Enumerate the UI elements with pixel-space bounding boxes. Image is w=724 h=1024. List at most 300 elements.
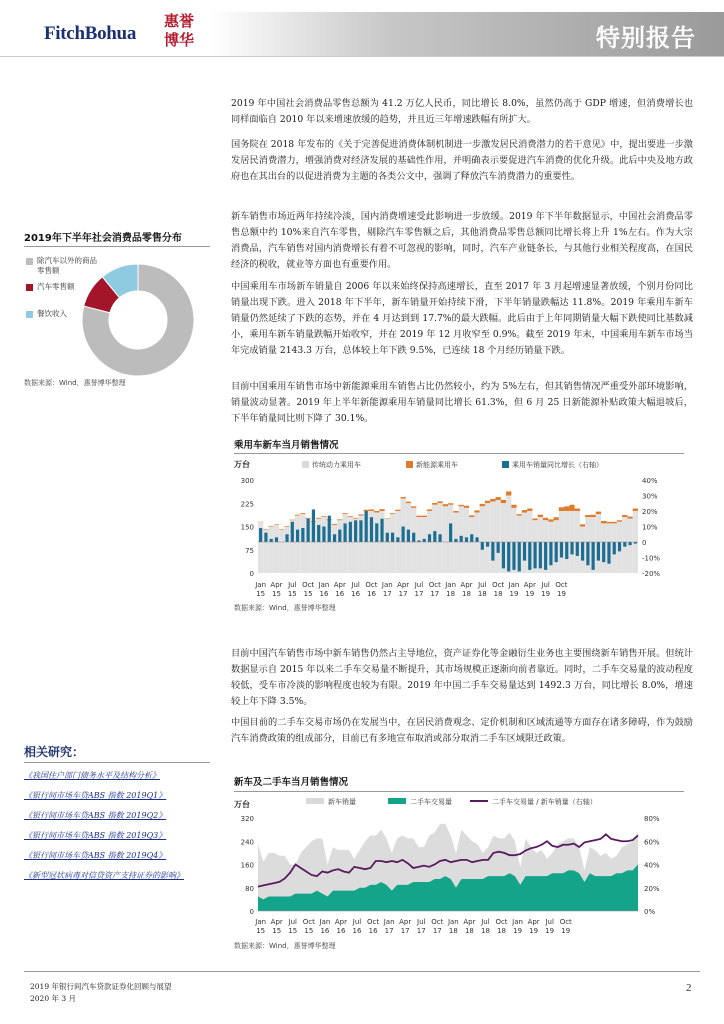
chart1-bar-nev	[284, 526, 289, 527]
chart1-bar-yoy	[370, 517, 373, 542]
chart2-legend-ratio: 二手车交易量 / 新车销量（右轴）	[492, 798, 597, 806]
chart2-y2tick: 80%	[644, 815, 660, 823]
chart1-bar-nev	[321, 516, 326, 517]
chart1-bar-yoy	[338, 530, 341, 542]
chart1-bar-ice	[332, 525, 337, 573]
chart1-bar-nev	[406, 502, 411, 504]
chart2-xtick-month: Oct	[302, 918, 315, 926]
chart1-bar-nev	[453, 511, 458, 513]
chart1-bar-yoy	[275, 537, 278, 542]
chart1-bar-yoy	[570, 542, 573, 554]
chart1-bar-yoy	[470, 534, 473, 542]
chart1-bar-nev	[485, 501, 490, 503]
chart1-xtick-year: 17	[414, 590, 424, 597]
chart2-unit-label: 万台	[234, 800, 250, 809]
chart1-bar-nev	[480, 504, 485, 506]
chart1-bar-ice	[279, 530, 284, 573]
chart1-xtick-month: Oct	[428, 581, 441, 589]
chart1-bar-yoy	[613, 542, 616, 554]
chart1-bar-nev	[527, 509, 532, 511]
chart1-bar-yoy	[270, 539, 273, 542]
chart1-xtick-month: Jan	[255, 581, 267, 589]
chart1-y2tick: 0	[642, 539, 647, 547]
chart1-bar-yoy	[328, 516, 331, 542]
chart1-bar-yoy	[423, 539, 426, 542]
chart1-ytick: 300	[240, 477, 254, 485]
chart1-title: 乘用车新车当月销售情况	[234, 440, 339, 451]
chart1-bar-nev	[575, 509, 580, 511]
chart1-bar-yoy	[301, 528, 304, 542]
chart1-bar-yoy	[597, 542, 600, 561]
chart2-xtick-month: Apr	[399, 918, 412, 926]
related-link-abs-2019q2[interactable]: 《银行间市场车贷ABS 指数 2019Q2》	[24, 811, 167, 820]
chart2-xtick-year: 16	[368, 927, 378, 935]
chart1-bar-yoy	[523, 542, 526, 561]
chart1-xtick-year: 15	[256, 590, 266, 597]
chart1-source-note: 数据来源：Wind，惠誉博华整理	[234, 604, 336, 612]
logo-cn-line2: 博华	[164, 31, 195, 49]
chart1-legend-yoy: 乘用车销量同比增长（右轴）	[512, 461, 603, 469]
chart1-bar-yoy	[502, 542, 505, 568]
chart1-svg	[230, 455, 670, 597]
chart1-bar-nev	[596, 512, 601, 514]
chart1-bar-ice	[453, 513, 458, 573]
chart1-y2tick: 30%	[642, 492, 658, 501]
chart2-xtick-month: Jul	[352, 918, 362, 926]
chart1-bar-yoy	[259, 528, 262, 542]
chart1-bar-yoy	[576, 542, 579, 556]
chart1-bar-yoy	[481, 542, 484, 550]
paragraph-consumption-total: 2019 年中国社会消费品零售总额为 41.2 万亿人民币，同比增长 8.0%，虽然仍高于 GDP 增速，但消费增长也同样面临自 2010 年以来增速放缓的趋势，并且近三年增速跌幅有所扩大。	[231, 98, 693, 125]
chart1-xtick-year: 18	[477, 590, 487, 597]
chart1-bar-yoy	[322, 527, 325, 543]
chart1-xtick-month: Oct	[365, 581, 378, 589]
chart2-xtick-year: 16	[336, 927, 346, 935]
chart2-xtick-year: 17	[432, 927, 442, 935]
chart1-ytick: 150	[240, 523, 254, 532]
page-header	[0, 0, 724, 62]
chart1-bar-yoy	[380, 519, 383, 542]
chart2-title: 新车及二手车当月销售情况	[234, 777, 349, 788]
logo-cn-line1: 惠誉	[164, 12, 195, 30]
chart1-xtick-month: Apr	[270, 581, 283, 589]
chart2-legend-swatch-used	[388, 798, 406, 804]
paragraph-passenger-car-sales: 中国乘用车市场新车销量自 2006 年以来始终保持高速增长，直至 2017 年 3 月起增速显著放缓，个别月份同比销量出现下跌。进入 2018 年下半年，新车销量开始持续下滑，下半年销量跌幅达 11.8%。2019 年乘用车新车销量仍然延续了下跌的态势，并在 4 月达到到 17.7%的最大跌幅。此后由于上年同期销量大幅下跌使同比基数减小，乘用车新车销量跌幅开始收窄，并在 2019 年 12 月收窄至 0.9%。截至 2019 年末，中国乘用车新车市场当年完成销量 2143.3 万台，总体较上年下跌 9.5%，已连续 18 个月经历销量下跌。	[231, 281, 693, 356]
chart2-xtick-month: Jan	[512, 918, 523, 926]
chart2-xtick-month: Apr	[334, 918, 348, 926]
chart1-bar-nev	[290, 520, 295, 521]
chart1-bar-nev	[501, 500, 506, 503]
chart1-bar-nev	[601, 521, 606, 523]
chart1-bar-nev	[348, 516, 353, 517]
chart1-xtick-year: 15	[272, 590, 281, 597]
chart1-bar-nev	[612, 522, 617, 524]
chart1-xtick-year: 18	[462, 590, 471, 597]
chart1-bar-yoy	[344, 523, 347, 542]
chart2-xtick-month: Oct	[367, 918, 380, 926]
chart2-xtick-month: Jan	[383, 918, 395, 926]
chart2-title-divider	[234, 791, 684, 792]
chart1-y2tick: 20%	[642, 508, 658, 516]
chart1-bar-ice	[490, 502, 495, 573]
chart1-bar-yoy	[497, 542, 500, 553]
footer-divider	[24, 971, 700, 972]
chart1-bar-yoy	[565, 542, 568, 559]
pie-legend-swatch	[26, 258, 33, 265]
chart1-bar-ice	[269, 527, 274, 574]
chart1-xtick-month: Jul	[478, 581, 487, 589]
chart1-bar-nev	[379, 509, 384, 511]
chart2-svg	[230, 793, 670, 937]
chart1-bar-nev	[369, 509, 374, 511]
chart1-bar-yoy	[386, 533, 389, 542]
chart2-xtick-month: Apr	[270, 918, 283, 926]
chart1-xtick-year: 19	[557, 590, 566, 597]
chart1-bar-nev	[422, 516, 427, 518]
chart1-bar-yoy	[507, 542, 510, 571]
pie-legend-swatch	[26, 284, 33, 291]
chart2-source-note: 数据来源：Wind，惠誉博华整理	[234, 942, 336, 950]
chart1-bar-ice	[295, 516, 300, 573]
chart1-xtick-year: 15	[287, 590, 297, 597]
related-link-abs-2019q3[interactable]: 《银行间市场车贷ABS 指数 2019Q3》	[24, 831, 167, 840]
chart1-y2tick: 10%	[642, 523, 658, 532]
chart1-bar-yoy	[391, 533, 394, 542]
chart1-bar-yoy	[602, 542, 605, 562]
chart1-bar-nev	[617, 520, 622, 522]
chart1-bar-nev	[342, 513, 347, 514]
chart1-legend-ice: 传统动力乘用车	[312, 461, 361, 469]
paragraph-used-car-market: 中国目前的二手车交易市场仍在发展当中，在居民消费观念、定价机制和区域流通等方面存在诸多障碍，作为鼓励汽车消费政策的组成部分，目前已有多地宣布取消或部分取消二手车区域限迁政策。	[231, 717, 693, 744]
chart1-xtick-month: Jan	[318, 581, 330, 589]
chart2-ytick: 320	[240, 815, 254, 823]
chart1-bar-nev	[585, 515, 590, 517]
footer-report-date: 2020 年 3 月	[30, 994, 77, 1003]
chart1-bar-ice	[627, 519, 632, 573]
chart2-xtick-month: Jul	[288, 918, 298, 926]
chart2-xtick-month: Jul	[545, 918, 554, 926]
chart1-bar-nev	[374, 511, 379, 513]
chart1-bar-yoy	[560, 542, 563, 558]
chart1-bar-yoy	[317, 525, 320, 542]
chart1-bar-nev	[390, 513, 395, 514]
chart1-bar-yoy	[528, 542, 531, 570]
chart2-xtick-year: 16	[320, 927, 330, 935]
pie-legend-label: 除汽车以外的商品零售额	[37, 256, 97, 275]
chart1-bar-nev	[548, 519, 553, 521]
chart1-bar-nev	[274, 524, 279, 525]
pie-legend-label: 汽车零售额	[37, 282, 75, 291]
chart2-y2tick: 20%	[644, 884, 660, 893]
chart1-xtick-month: Apr	[397, 581, 410, 589]
chart1-bar-nev	[554, 517, 559, 520]
chart2-xtick-year: 18	[448, 927, 458, 935]
chart1-bar-ice	[469, 517, 474, 573]
chart1-bar-nev	[633, 509, 638, 511]
related-link-household-debt[interactable]: 《我国住户部门债务水平及结构分析》	[24, 771, 160, 780]
chart1-xtick-year: 16	[335, 590, 345, 597]
chart1-bar-nev	[364, 510, 369, 511]
chart1-bar-yoy	[359, 520, 362, 542]
chart1-xtick-year: 17	[430, 590, 440, 597]
pie-title-divider	[24, 246, 210, 247]
chart1-xtick-month: Oct	[555, 581, 568, 589]
chart2-xtick-year: 17	[416, 927, 426, 935]
related-link-abs-2019q1[interactable]: 《银行间市场车贷ABS 指数 2019Q1》	[24, 791, 167, 800]
paragraph-state-council: 国务院在 2018 年发布的《关于完善促进消费体制机制进一步激发居民消费潜力的若干意见》中，提出要进一步激发居民消费潜力，增强消费对经济发展的基础性作用，并明确表示要促进汽车消费的优化升级。此后中央及地方政府也在其出台的以促进消费为主题的各类公文中，强调了释放汽车消费潜力的重要性。	[231, 139, 693, 182]
chart1-legend-swatch-ice	[302, 461, 309, 468]
chart1-bar-yoy	[365, 511, 368, 542]
chart2-ytick: 0	[249, 908, 254, 916]
chart1-xtick-month: Jul	[541, 581, 550, 589]
chart1-bar-yoy	[465, 537, 468, 542]
chart1-bar-yoy	[607, 542, 610, 564]
chart1-bar-nev	[564, 506, 569, 511]
chart1-bar-yoy	[618, 542, 621, 551]
paragraph-used-car-share: 目前中国汽车销售市场中新车销售仍然占主导地位，资产证券化等金融衍生业务也主要围绕新车销售开展。但统计数据显示自 2015 年以来二手车交易量不断提升，其市场规模正逐渐向前者靠近。同时，二手车交易量的波动程度较低，受车市冷淡的影响程度也较为有限。2019 年中国二手车交易量达到 1492.3 万台，同比增长 8.0%，增速较上年下降 3.5%。	[231, 648, 693, 707]
chart2-xtick-year: 17	[400, 927, 410, 935]
logo-text-cn	[164, 12, 196, 50]
chart1-bar-yoy	[354, 520, 357, 542]
pie-chart	[80, 262, 196, 378]
chart1-bar-yoy	[460, 536, 463, 542]
chart2-xtick-month: Jul	[481, 918, 490, 926]
report-type-title: 特别报告	[596, 24, 696, 52]
chart1-bar-nev	[432, 503, 437, 505]
chart1-bar-yoy	[396, 537, 399, 542]
chart1-y2tick: -20%	[642, 570, 661, 578]
chart1-xtick-year: 16	[367, 590, 376, 597]
chart1-bar-ice	[443, 506, 448, 573]
chart1-bar-ice	[342, 514, 347, 573]
chart2-y2tick: 60%	[644, 838, 660, 847]
chart2-xtick-year: 18	[481, 927, 490, 935]
chart1-bar-ice	[374, 513, 379, 573]
chart1-bar-yoy	[454, 539, 457, 542]
chart1-bar-nev	[580, 524, 585, 526]
chart1-unit-label: 万台	[234, 460, 250, 469]
paragraph-new-energy: 目前中国乘用车销售市场中新能源乘用车销售占比仍然较小，约为 5%左右，但其销售情况严重受外部环境影响，销量波动显著。2019 年上半年新能源乘用车销量同比增长 61.3%，但 6 月 25 日新能源补贴政策大幅退坡后，下半年销量同比则下降了 30.1%。	[231, 381, 693, 424]
chart2-xtick-month: Apr	[527, 918, 540, 926]
header-divider	[0, 56, 724, 57]
chart1-title-divider	[234, 453, 684, 454]
pie-legend-label: 餐饮收入	[37, 309, 67, 318]
chart1-xtick-month: Jul	[414, 581, 424, 589]
chart1-bar-nev	[591, 515, 596, 517]
chart1-bar-yoy	[412, 533, 415, 542]
chart1-legend-swatch-yoy	[502, 461, 509, 468]
chart2-y2tick: 0%	[644, 908, 656, 916]
chart1-ytick: 75	[245, 546, 254, 555]
chart1-bar-nev	[448, 503, 453, 505]
chart1-bar-nev	[358, 514, 363, 515]
chart1-bar-yoy	[475, 537, 478, 542]
pie-chart-title: 2019年下半年社会消费品零售分布	[24, 233, 182, 244]
chart1-legend-nev: 新能源乘用车	[416, 461, 458, 469]
chart1-bar-yoy	[586, 542, 589, 565]
chart1-xtick-month: Jan	[508, 581, 520, 589]
chart1-bar-nev	[469, 515, 474, 517]
chart1-bar-yoy	[491, 542, 494, 561]
chart1-ytick: 225	[240, 500, 254, 509]
chart2-xtick-year: 18	[497, 927, 506, 935]
chart1-bar-nev	[353, 518, 358, 519]
chart1-bar-nev	[517, 514, 522, 516]
chart2-ytick: 240	[240, 838, 254, 847]
chart1-bar-nev	[395, 510, 400, 511]
chart2-xtick-month: Apr	[463, 918, 476, 926]
chart2-xtick-year: 18	[464, 927, 474, 935]
chart2-xtick-year: 16	[352, 927, 362, 935]
chart2-xtick-year: 15	[256, 927, 266, 935]
chart1-bar-nev	[522, 510, 527, 512]
chart1-bar-yoy	[629, 542, 632, 545]
pie-legend-swatch	[26, 311, 33, 318]
chart1-bar-nev	[459, 505, 464, 507]
chart1-xtick-year: 19	[525, 590, 535, 597]
chart1-bar-ice	[416, 517, 421, 573]
chart1-xtick-year: 17	[398, 590, 408, 597]
chart1-y2tick: -10%	[642, 554, 661, 563]
chart1-xtick-year: 19	[509, 590, 519, 597]
chart1-bar-ice	[300, 514, 305, 573]
chart1-bar-nev	[337, 519, 342, 520]
chart1-bar-yoy	[402, 527, 405, 543]
chart2-legend-new: 新车销量	[328, 798, 356, 806]
chart1-xtick-month: Oct	[492, 581, 505, 589]
chart2-xtick-year: 17	[384, 927, 394, 935]
chart1-bar-yoy	[581, 542, 584, 561]
chart1-bar-yoy	[428, 534, 431, 542]
paragraph-new-car-market: 新车销售市场近两年持续冷淡，国内消费增速受此影响进一步放缓。2019 年下半年数据显示，中国社会消费品零售总额中约 10%来自汽车零售，剔除汽车零售额之后，其他消费品零售总额同比增长将上升 1%左右。作为大宗消费品，汽车销售对国内消费增长有着不可忽视的影响，同时，汽车产业链条长，与其他行业相关程度高，在国民经济的税收，就业等方面也有重要作用。	[231, 211, 693, 270]
chart1-bar-yoy	[439, 534, 442, 542]
chart1-xtick-month: Oct	[302, 581, 315, 589]
chart2-ytick: 80	[245, 884, 254, 893]
chart1-bar-yoy	[486, 542, 489, 547]
chart1-bar-ice	[274, 525, 279, 573]
chart1-bar-nev	[385, 518, 390, 519]
chart2-y2tick: 40%	[644, 861, 660, 870]
chart1-bar-yoy	[285, 534, 288, 542]
chart2-xtick-month: Jan	[255, 918, 267, 926]
chart1-bar-yoy	[433, 531, 436, 542]
chart1-bar-nev	[443, 504, 448, 506]
chart1-bar-ice	[496, 500, 501, 573]
chart1-bar-ice	[422, 517, 427, 573]
chart1-bar-nev	[279, 529, 284, 530]
chart1-bar-nev	[416, 516, 421, 518]
chart1-bar-yoy	[544, 542, 547, 570]
chart1-bar-nev	[511, 505, 516, 508]
chart1-bar-yoy	[449, 523, 452, 542]
chart2-xtick-month: Oct	[559, 918, 572, 926]
chart1-xtick-month: Apr	[523, 581, 536, 589]
chart1-bar-nev	[263, 529, 268, 530]
chart1-bar-ice	[321, 517, 326, 573]
chart2-xtick-year: 19	[513, 927, 523, 935]
chart1-bar-nev	[559, 507, 564, 511]
chart1-bar-yoy	[349, 522, 352, 542]
chart1-bar-nev	[532, 518, 537, 520]
chart1-bar-nev	[464, 506, 469, 508]
chart2-xtick-year: 19	[545, 927, 555, 935]
chart1-xtick-month: Jan	[381, 581, 393, 589]
chart1-xtick-year: 16	[351, 590, 361, 597]
chart1-bar-ice	[337, 520, 342, 573]
chart1-bar-nev	[506, 491, 511, 495]
chart1-bar-nev	[427, 509, 432, 511]
chart1-bar-yoy	[291, 522, 294, 542]
chart2-xtick-month: Oct	[495, 918, 508, 926]
chart1-bar-yoy	[549, 542, 552, 565]
chart1-bar-nev	[295, 515, 300, 516]
chart1-xtick-month: Jul	[351, 581, 360, 589]
chart1-bar-nev	[411, 506, 416, 508]
related-research-divider	[24, 762, 210, 763]
chart1-xtick-year: 18	[446, 590, 456, 597]
chart1-bar-nev	[543, 518, 548, 520]
chart1-bar-nev	[269, 526, 274, 527]
chart1-bar-yoy	[623, 542, 626, 547]
chart2-xtick-year: 19	[529, 927, 539, 935]
chart2-ytick: 160	[240, 861, 254, 870]
related-link-abs-2019q4[interactable]: 《银行间市场车贷ABS 指数 2019Q4》	[24, 851, 167, 860]
chart1-bar-ice	[390, 514, 395, 573]
chart1-bar-yoy	[407, 530, 410, 542]
related-link-covid-impact[interactable]: 《新型冠状病毒对信贷资产支持证券的影响》	[24, 871, 184, 880]
chart1-bar-yoy	[518, 542, 521, 571]
chart1-xtick-year: 19	[541, 590, 551, 597]
chart2-xtick-month: Oct	[431, 918, 444, 926]
chart1-ytick: 0	[249, 570, 254, 578]
chart1-xtick-month: Apr	[333, 581, 346, 589]
chart1-bar-yoy	[534, 542, 537, 568]
chart1-bar-nev	[316, 518, 321, 519]
chart1-bar-yoy	[539, 542, 542, 568]
chart1-bar-nev	[490, 499, 495, 502]
chart1-bar-yoy	[555, 542, 558, 562]
chart1-xtick-month: Apr	[460, 581, 473, 589]
chart1-bar-nev	[606, 522, 611, 524]
chart1-xtick-year: 16	[319, 590, 329, 597]
chart2-xtick-year: 15	[304, 927, 314, 935]
chart1-bar-yoy	[333, 534, 336, 542]
chart2-xtick-year: 19	[561, 927, 571, 935]
chart2-xtick-month: Jan	[447, 918, 459, 926]
chart1-bar-yoy	[512, 542, 515, 570]
chart1-bar-yoy	[307, 519, 310, 542]
footer-report-title: 2019 年银行间汽车贷款证券化回顾与展望	[30, 982, 172, 991]
chart1-bar-ice	[480, 506, 485, 573]
chart1-bar-nev	[300, 513, 305, 514]
chart1-bar-yoy	[312, 509, 315, 542]
chart1-bar-nev	[627, 517, 632, 519]
chart2-xtick-year: 15	[288, 927, 298, 935]
chart1-xtick-month: Jan	[445, 581, 457, 589]
chart1-bar-nev	[474, 510, 479, 512]
chart2-xtick-year: 15	[272, 927, 282, 935]
chart1-bar-yoy	[264, 533, 267, 542]
pie-source-note: 数据来源：Wind，惠誉博华整理	[24, 379, 126, 387]
chart1-bar-nev	[332, 524, 337, 525]
chart1-xtick-year: 18	[493, 590, 503, 597]
related-research-title: 相关研究：	[24, 745, 85, 759]
chart1-bar-ice	[284, 527, 289, 574]
chart1-bar-yoy	[296, 530, 299, 542]
chart2-legend-swatch-new	[306, 798, 324, 804]
report-type-bar	[210, 12, 724, 56]
chart1-bar-yoy	[592, 542, 595, 570]
